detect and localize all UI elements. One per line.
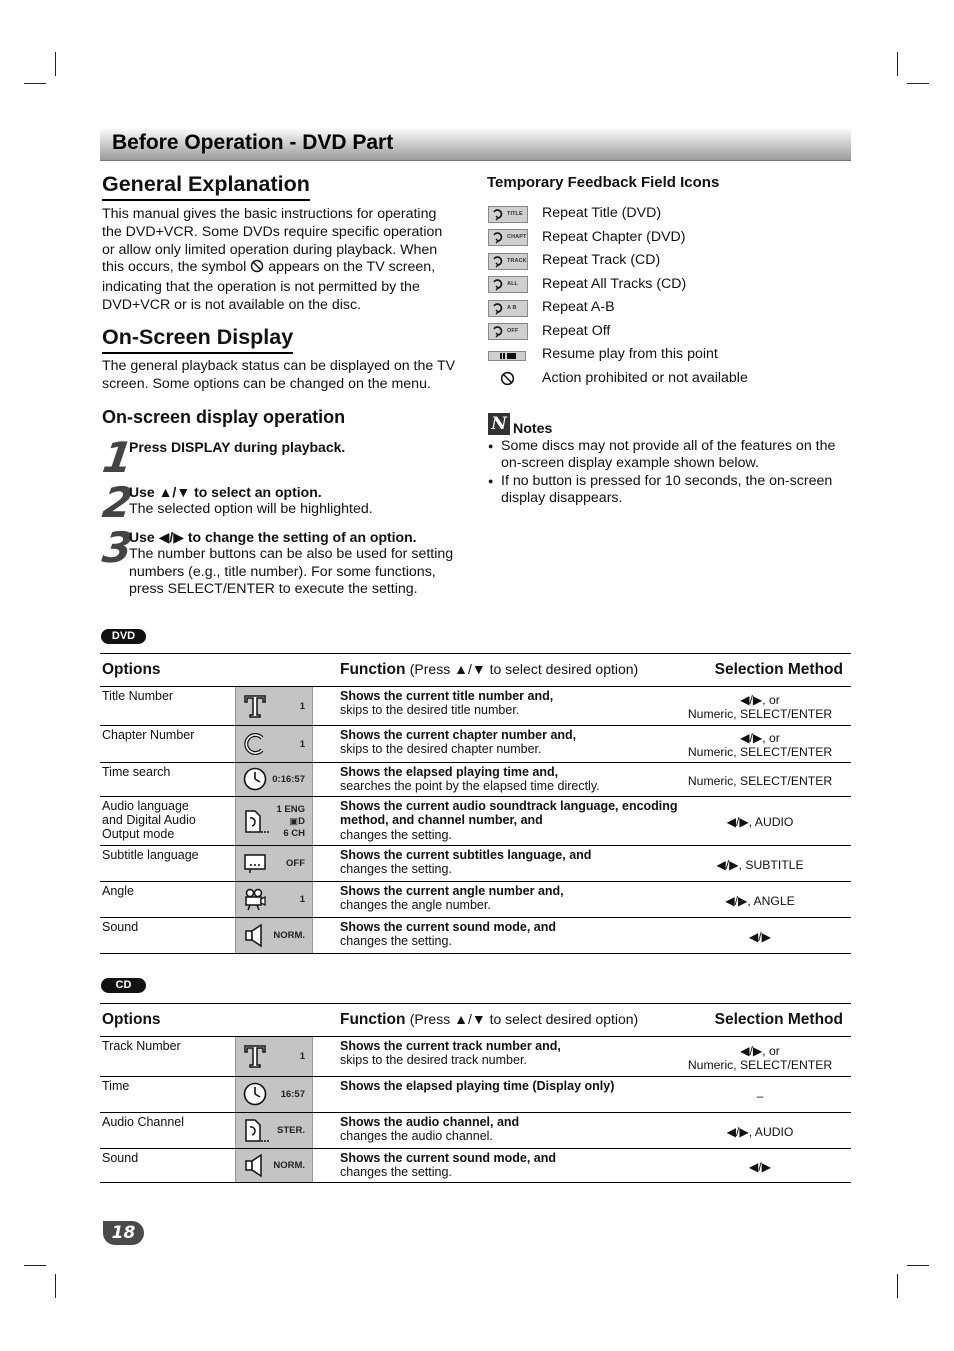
option-name: Subtitle language	[102, 848, 199, 862]
general-explanation-heading: General Explanation	[102, 172, 310, 201]
feedback-row	[488, 345, 718, 365]
table-header	[100, 1003, 851, 1037]
option-name: Audio language and Digital Audio Output mode	[102, 799, 196, 841]
osd-value: 16:57	[280, 1089, 305, 1100]
crop-mark	[55, 52, 56, 76]
crop-mark	[55, 1274, 56, 1298]
cd-options-table	[100, 1003, 851, 1183]
feedback-row	[488, 204, 662, 224]
selection-method: ◀/▶, AUDIO	[726, 1124, 794, 1139]
step-3	[129, 529, 469, 598]
osd-display-cell	[235, 1149, 313, 1182]
note-item: ● If no button is pressed for 10 seconds, the on-screen display disappears.	[488, 473, 850, 508]
table-row	[100, 797, 851, 846]
prohibited-icon	[250, 259, 264, 279]
function-description	[340, 884, 690, 913]
table-row	[100, 918, 851, 954]
osd-value: 1	[299, 738, 305, 750]
feedback-row	[488, 298, 615, 318]
osd-operation-heading: On-screen display operation	[102, 407, 346, 427]
dvd-options-table	[100, 653, 851, 954]
crop-mark	[24, 83, 46, 84]
osd-value: OFF	[286, 858, 305, 869]
function-description	[340, 689, 690, 718]
option-name: Audio Channel	[102, 1115, 185, 1129]
general-text-part2: appears on the TV screen, indicating that the operation is not permitted by the DVD+VCR or is not available on the disc.	[102, 259, 436, 313]
header-function	[340, 661, 638, 679]
osd-display-cell	[235, 687, 313, 725]
resume-icon	[488, 347, 528, 364]
header-options: Options	[102, 661, 161, 678]
repeat-title-icon	[488, 206, 528, 223]
header-function-label: Function	[340, 1011, 406, 1028]
crop-mark	[24, 1265, 46, 1266]
function-text: skips to the desired title number.	[340, 703, 520, 718]
osd-display-cell	[235, 797, 313, 845]
osd-display-cell	[235, 882, 313, 917]
table-row	[100, 687, 851, 726]
notes-title: Notes	[513, 421, 553, 437]
feedback-label: Repeat Title (DVD)	[542, 205, 662, 221]
osd-value: NORM.	[273, 1160, 305, 1171]
table-header	[100, 653, 851, 687]
function-description	[340, 799, 690, 842]
function-text: changes the setting.	[340, 1165, 452, 1180]
option-name: Sound	[102, 920, 139, 934]
selection-method: ◀/▶	[748, 1159, 772, 1174]
feedback-label: Repeat All Tracks (CD)	[542, 275, 687, 292]
feedback-tag: ALL	[507, 281, 518, 287]
prohibited-icon	[488, 370, 528, 387]
step-2-title: Use ▲/▼ to select an option.	[129, 484, 322, 500]
table-row	[100, 763, 851, 797]
feedback-tag: CHAPT	[507, 234, 527, 240]
section-banner	[100, 128, 851, 161]
feedback-row	[488, 322, 611, 342]
function-bold: Shows the current sound mode, and	[340, 1151, 556, 1165]
option-name: Time search	[102, 765, 171, 779]
cd-badge: CD	[101, 978, 146, 993]
general-text-part1: This manual gives the basic instructions for operating the DVD+VCR. Some DVDs require specific operation or allow only limited operation during playback. When this occurs, the symbol	[102, 206, 443, 276]
function-text: changes the angle number.	[340, 898, 491, 913]
osd-display-cell	[235, 763, 313, 796]
function-text: changes the setting.	[340, 862, 452, 877]
dvd-badge: DVD	[101, 629, 146, 644]
osd-value: 1 ENG ▣D 6 CH	[276, 803, 305, 839]
step-2	[129, 484, 469, 519]
osd-value: 0:16:57	[272, 774, 305, 785]
function-description	[340, 1151, 690, 1180]
option-name: Chapter Number	[102, 728, 195, 742]
step-3-title: Use ◀/▶ to change the setting of an option.	[129, 529, 417, 545]
step-number: 1	[99, 433, 136, 482]
function-text: skips to the desired chapter number.	[340, 742, 542, 757]
table-row	[100, 1037, 851, 1077]
feedback-label: Repeat Chapter (DVD)	[542, 228, 686, 245]
option-name: Title Number	[102, 689, 174, 703]
feedback-label: Repeat Track (CD)	[542, 252, 661, 268]
general-explanation-text	[102, 206, 458, 315]
selection-method: Numeric, SELECT/ENTER	[687, 773, 833, 788]
step-1-title: Press DISPLAY during playback.	[129, 439, 346, 455]
repeat-track-icon	[488, 253, 528, 270]
selection-method: ◀/▶, or Numeric, SELECT/ENTER	[687, 1043, 833, 1072]
page-number: 18	[103, 1221, 144, 1245]
function-description	[340, 1079, 690, 1093]
header-selection: Selection Method	[714, 661, 843, 678]
osd-heading: On-Screen Display	[102, 325, 293, 354]
feedback-row	[488, 228, 686, 248]
osd-display-cell	[235, 1037, 313, 1076]
function-description	[340, 920, 690, 949]
feedback-tag: TITLE	[507, 210, 523, 217]
step-2-text: The selected option will be highlighted.	[129, 501, 373, 518]
function-bold: Shows the current title number and,	[340, 689, 554, 703]
repeat-all-icon	[488, 276, 528, 293]
feedback-label: Repeat Off	[542, 322, 611, 339]
feedback-row	[488, 275, 687, 295]
function-text: changes the setting.	[340, 934, 452, 949]
selection-method: –	[756, 1088, 764, 1103]
osd-display-cell	[235, 846, 313, 881]
header-selection: Selection Method	[714, 1011, 843, 1028]
header-options: Options	[102, 1011, 161, 1028]
header-function-label: Function	[340, 661, 406, 678]
function-description	[340, 1115, 690, 1144]
osd-display-cell	[235, 726, 313, 762]
table-row	[100, 1149, 851, 1183]
osd-value: STER.	[277, 1125, 305, 1136]
feedback-label: Resume play from this point	[542, 346, 718, 362]
notes-icon: N	[488, 413, 510, 435]
function-bold: Shows the current track number and,	[340, 1039, 561, 1053]
function-bold: Shows the elapsed playing time and,	[340, 765, 559, 779]
step-3-text: The number buttons can be also be used for setting numbers (e.g., title number). For some functions, press SELECT/ENTER to execute the setting.	[129, 546, 454, 597]
crop-mark	[897, 52, 898, 76]
feedback-row	[488, 369, 748, 389]
step-number: 3	[99, 523, 136, 572]
repeat-ab-icon	[488, 300, 528, 317]
function-text: skips to the desired track number.	[340, 1053, 527, 1068]
header-function-note: (Press ▲/▼ to select desired option)	[409, 1011, 639, 1027]
crop-mark	[897, 1274, 898, 1298]
table-row	[100, 882, 851, 918]
function-text: searches the point by the elapsed time directly.	[340, 779, 600, 794]
feedback-label: Action prohibited or not available	[542, 369, 748, 386]
selection-method: ◀/▶, SUBTITLE	[716, 857, 804, 872]
crop-mark	[907, 83, 929, 84]
header-function	[340, 1011, 638, 1029]
selection-method: ◀/▶	[748, 929, 772, 944]
step-1	[129, 439, 469, 456]
feedback-icons-heading: Temporary Feedback Field Icons	[487, 174, 720, 191]
selection-method: ◀/▶, AUDIO	[726, 815, 794, 830]
table-row	[100, 1077, 851, 1113]
note-item: ● Some discs may not provide all of the features on the on-screen display example shown below.	[488, 438, 850, 473]
function-description	[340, 848, 690, 877]
option-name: Sound	[102, 1151, 139, 1165]
function-bold: Shows the current subtitles language, and	[340, 848, 592, 862]
function-bold: Shows the current audio soundtrack language, encoding method, and channel number, and	[340, 799, 678, 828]
feedback-label: Repeat A-B	[542, 299, 615, 315]
option-name: Time	[102, 1079, 130, 1093]
function-bold: Shows the audio channel, and	[340, 1115, 520, 1129]
osd-display-cell	[235, 918, 313, 953]
function-text: changes the setting.	[340, 827, 452, 842]
function-bold: Shows the current sound mode, and	[340, 920, 556, 934]
function-description	[340, 728, 690, 757]
step-number: 2	[99, 478, 136, 527]
function-bold: Shows the current angle number and,	[340, 884, 564, 898]
selection-method: ◀/▶, or Numeric, SELECT/ENTER	[687, 731, 833, 760]
feedback-tag: OFF	[507, 328, 519, 334]
banner-title: Before Operation - DVD Part	[112, 131, 394, 154]
crop-mark	[907, 1265, 929, 1266]
function-description	[340, 1039, 690, 1068]
function-bold: Shows the current chapter number and,	[340, 728, 577, 742]
selection-method: ◀/▶, ANGLE	[725, 893, 795, 908]
table-row	[100, 846, 851, 882]
header-function-note: (Press ▲/▼ to select desired option)	[409, 661, 639, 677]
osd-display-cell	[235, 1077, 313, 1112]
repeat-chapter-icon	[488, 229, 528, 246]
osd-text: The general playback status can be displayed on the TV screen. Some options can be changed on the menu.	[102, 358, 456, 392]
osd-value: NORM.	[273, 930, 305, 941]
osd-value: 1	[299, 700, 305, 712]
feedback-tag: TRACK	[507, 257, 527, 264]
function-bold: Shows the elapsed playing time (Display only)	[340, 1079, 615, 1093]
option-name: Angle	[102, 884, 134, 898]
repeat-off-icon	[488, 323, 528, 340]
table-row	[100, 726, 851, 763]
feedback-tag: A B	[507, 304, 517, 311]
selection-method: ◀/▶, or Numeric, SELECT/ENTER	[687, 693, 833, 722]
table-row	[100, 1113, 851, 1149]
function-text: changes the audio channel.	[340, 1129, 493, 1144]
option-name: Track Number	[102, 1039, 181, 1053]
function-description	[340, 765, 690, 794]
osd-display-cell	[235, 1113, 313, 1148]
feedback-row	[488, 251, 661, 271]
osd-value: 1	[299, 894, 305, 905]
osd-value: 1	[299, 1051, 305, 1062]
